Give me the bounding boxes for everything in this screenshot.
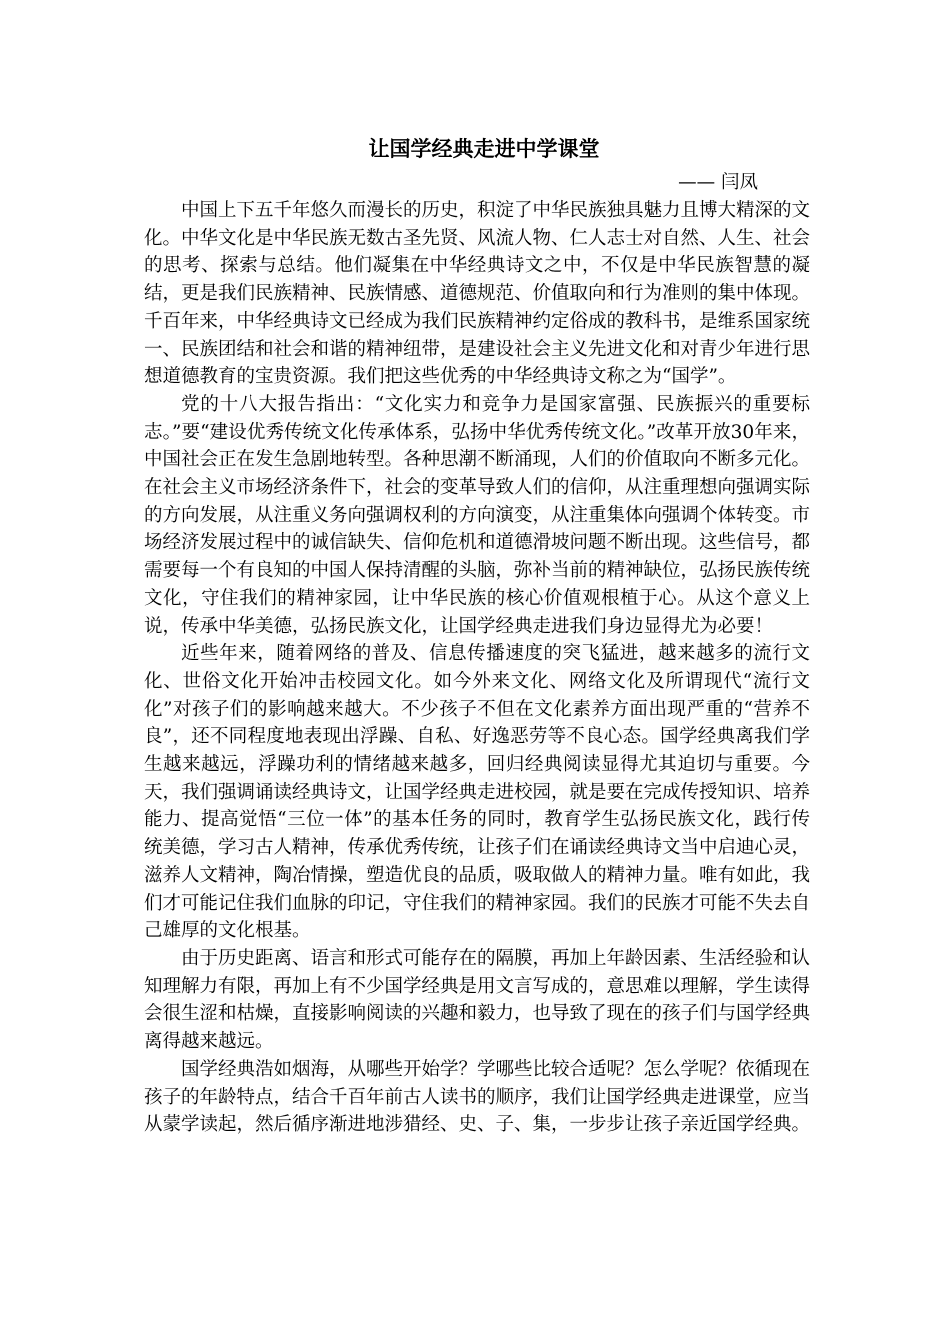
- paragraph: 国学经典浩如烟海，从哪些开始学？学哪些比较合适呢？怎么学呢？依循现在孩子的年龄特点，结合千百年前古人读书的顺序，我们让国学经典走进课堂，应当从蒙学读起，然后循序渐进地涉猎经、史、子、集，一步步让孩子亲近国学经典。: [144, 1058, 811, 1136]
- document-body: [144, 197, 810, 1139]
- paragraph: 由于历史距离、语言和形式可能存在的隔膜，再加上年龄因素、生活经验和认知理解力有限，再加上有不少国学经典是用文言写成的，意思难以理解，学生读得会很生涩和枯燥，直接影响阅读的兴趣和毅力，也导致了现在的孩子们与国学经典离得越来越远。: [144, 947, 811, 1053]
- paragraph: 中国上下五千年悠久而漫长的历史，积淀了中华民族独具魅力且博大精深的文化。中华文化是中华民族无数古圣先贤、风流人物、仁人志士对自然、人生、社会的思考、探索与总结。他们凝集在中华经典诗文之中，不仅是中华民族智慧的凝结，更是我们民族精神、民族情感、道德规范、价值取向和行为准则的集中体现。千百年来，中华经典诗文已经成为我们民族精神约定俗成的教科书，是维系国家统一、民族团结和社会和谐的精神纽带，是建设社会主义先进文化和对青少年进行思想道德教育的宝贵资源。我们把这些优秀的中华经典诗文称之为“国学”。: [144, 200, 811, 388]
- document-title: 让国学经典走进中学课堂: [368, 136, 600, 161]
- paragraph: 近些年来，随着网络的普及、信息传播速度的突飞猛进，越来越多的流行文化、世俗文化开始冲击校园文化。如今外来文化、网络文化及所谓现代“流行文化”对孩子们的影响越来越大。不少孩子不但在文化素养方面出现严重的“营养不良”，还不同程度地表现出浮躁、自私、好逸恶劳等不良心态。国学经典离我们学生越来越远，浮躁功利的情绪越来越多，回归经典阅读显得尤其迫切与重要。今天，我们强调诵读经典诗文，让国学经典走进校园，就是要在完成传授知识、培养能力、提高觉悟“三位一体”的基本任务的同时，教育学生弘扬民族文化，践行传统美德，学习古人精神，传承优秀传统，让孩子们在诵读经典诗文当中启迪心灵，滋养人文精神，陶冶情操，塑造优良的品质，吸取做人的精神力量。唯有如此，我们才可能记住我们血脉的印记，守住我们的精神家园。我们的民族才可能不失去自己雄厚的文化根基。: [144, 643, 811, 942]
- document-author: —— 闫凤: [678, 172, 758, 193]
- paragraph: 党的十八大报告指出：“文化实力和竞争力是国家富强、民族振兴的重要标志。”要“建设优秀传统文化传承体系，弘扬中华优秀传统文化。”改革开放30年来，中国社会正在发生急剧地转型。各种思潮不断涌现，人们的价值取向不断多元化。在社会主义市场经济条件下，社会的变革导致人们的信仰，从注重理想向强调实际的方向发展，从注重义务向强调权利的方向演变，从注重集体向强调个体转变。市场经济发展过程中的诚信缺失、信仰危机和道德滑坡问题不断出现。这些信号，都需要每一个有良知的中国人保持清醒的头脑，弥补当前的精神缺位，弘扬民族传统文化，守住我们的精神家园，让中华民族的核心价值观根植于心。从这个意义上说，传承中华美德，弘扬民族文化，让国学经典走进我们身边显得尤为必要！: [144, 393, 811, 637]
- document-page: [144, 130, 810, 1139]
